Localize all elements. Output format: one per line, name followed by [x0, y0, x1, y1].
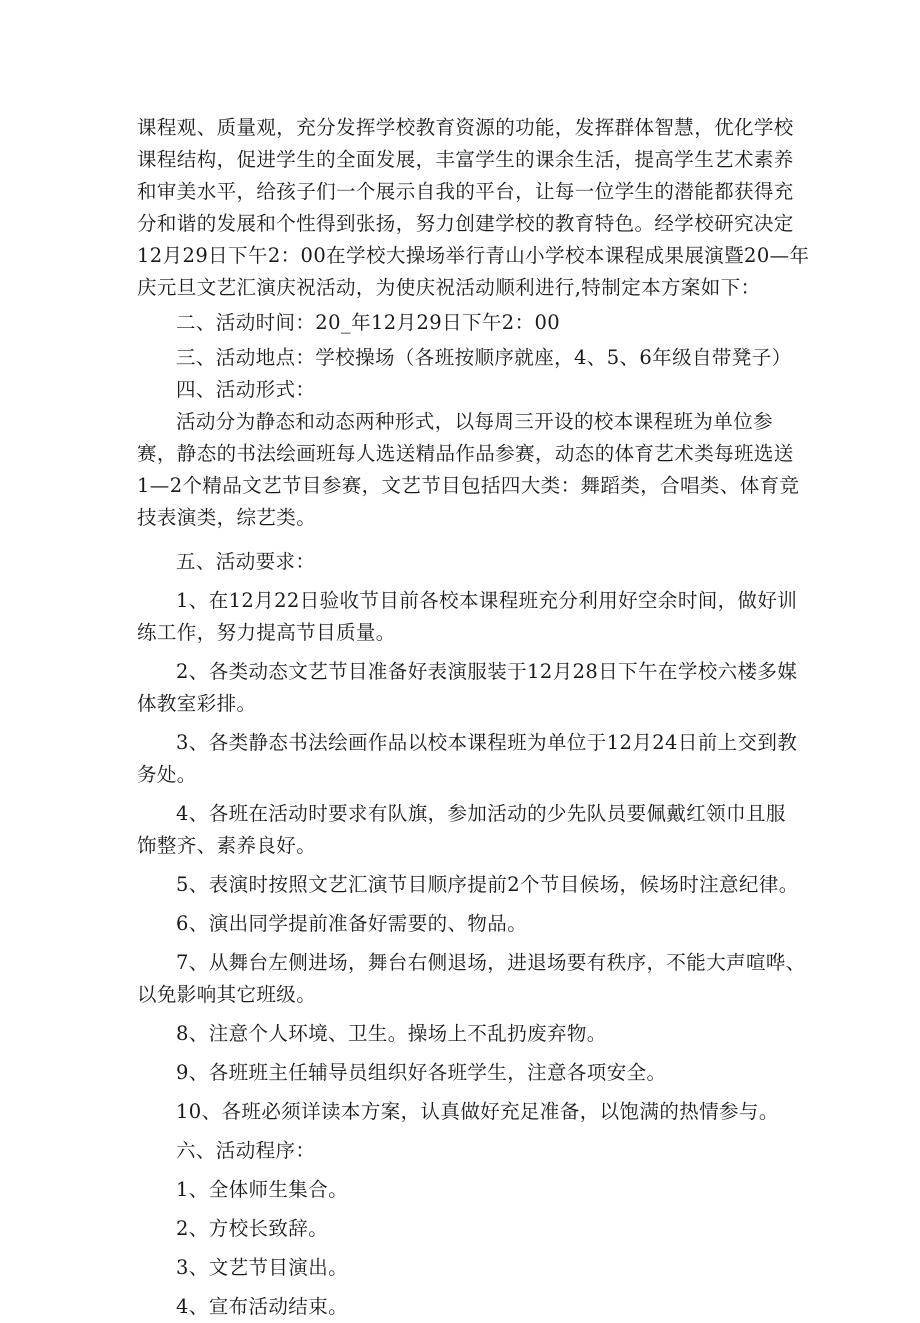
- activity-form-heading: 四、活动形式：: [176, 378, 316, 401]
- procedure-item: 4、宣布活动结束。: [176, 1295, 349, 1318]
- requirement-item-4: [137, 798, 797, 862]
- intro-paragraph: [137, 112, 810, 304]
- requirement-line: 饰整齐、素养良好。: [137, 834, 317, 857]
- requirement-item-3: [137, 727, 797, 791]
- procedure-item: 3、文艺节目演出。: [176, 1256, 349, 1279]
- document-body: [137, 112, 810, 1323]
- intro-line: 和审美水平，给孩子们一个展示自我的平台，让每一位学生的潜能都获得充: [137, 180, 794, 203]
- requirement-line: 7、从舞台左侧进场，舞台右侧退场，进退场要有秩序，不能大声喧哗、: [176, 951, 806, 974]
- requirement-line: 3、各类静态书法绘画作品以校本课程班为单位于12月24日前上交到教: [176, 731, 798, 754]
- requirement-item-8: [137, 1018, 797, 1050]
- requirement-item-6: [137, 908, 797, 940]
- procedure-heading: 六、活动程序：: [176, 1139, 316, 1162]
- requirement-line: 6、演出同学提前准备好需要的、物品。: [176, 912, 528, 935]
- requirement-line: 8、注意个人环境、卫生。操场上不乱扔废弃物。: [176, 1022, 607, 1045]
- requirement-line: 4、各班在活动时要求有队旗，参加活动的少先队员要佩戴红领巾且服: [176, 802, 786, 825]
- requirement-line: 9、各班班主任辅导员组织好各班学生，注意各项安全。: [176, 1061, 667, 1084]
- requirement-item-5: [137, 869, 797, 901]
- intro-line: 课程观、质量观，充分发挥学校教育资源的功能，发挥群体智慧，优化学校: [137, 116, 794, 139]
- requirement-item-2: [137, 656, 797, 720]
- requirement-line: 5、表演时按照文艺汇演节目顺序提前2个节目候场，候场时注意纪律。: [176, 873, 799, 896]
- requirement-line: 10、各班必须详读本方案，认真做好充足准备，以饱满的热情参与。: [176, 1100, 779, 1123]
- requirement-item-10: [137, 1096, 797, 1128]
- procedure-item: 1、全体师生集合。: [176, 1178, 349, 1201]
- intro-line: 分和谐的发展和个性得到张扬，努力创建学校的教育特色。经学校研究决定: [137, 212, 794, 235]
- activity-form-line: 活动分为静态和动态两种形式，以每周三开设的校本课程班为单位参: [176, 410, 774, 433]
- activity-location: 三、活动地点：学校操场（各班按顺序就座，4、5、6年级自带凳子）: [176, 346, 792, 369]
- requirements-heading: 五、活动要求：: [176, 550, 316, 573]
- intro-line: 12月29日下午2：00在学校大操场举行青山小学校本课程成果展演暨20—年: [137, 244, 810, 267]
- requirement-line: 务处。: [137, 763, 197, 786]
- activity-time: 二、活动时间：20_年12月29日下午2：00: [176, 311, 561, 334]
- activity-form-line: 赛，静态的书法绘画班每人选送精品作品参赛，动态的体育艺术类每班选送: [137, 442, 794, 465]
- procedure-item: 2、方校长致辞。: [176, 1217, 329, 1240]
- requirement-line: 2、各类动态文艺节目准备好表演服装于12月28日下午在学校六楼多媒: [176, 660, 798, 683]
- requirement-line: 体教室彩排。: [137, 692, 257, 715]
- requirement-item-9: [137, 1057, 797, 1089]
- requirement-item-7: [137, 947, 806, 1011]
- activity-form-line: 技表演类，综艺类。: [137, 506, 317, 529]
- requirement-line: 1、在12月22日验收节目前各校本课程班充分利用好空余时间，做好训: [176, 589, 798, 612]
- intro-line: 课程结构，促进学生的全面发展，丰富学生的课余生活，提高学生艺术素养: [137, 148, 794, 171]
- requirement-line: 练工作，努力提高节目质量。: [137, 621, 396, 644]
- requirement-item-1: [137, 585, 797, 649]
- requirement-line: 以免影响其它班级。: [137, 983, 317, 1006]
- intro-line: 庆元旦文艺汇演庆祝活动，为使庆祝活动顺利进行,特制定本方案如下：: [137, 276, 761, 299]
- activity-form-paragraph: [137, 406, 800, 534]
- activity-form-line: 1—2个精品文艺节目参赛，文艺节目包括四大类：舞蹈类，合唱类、体育竞: [137, 474, 800, 497]
